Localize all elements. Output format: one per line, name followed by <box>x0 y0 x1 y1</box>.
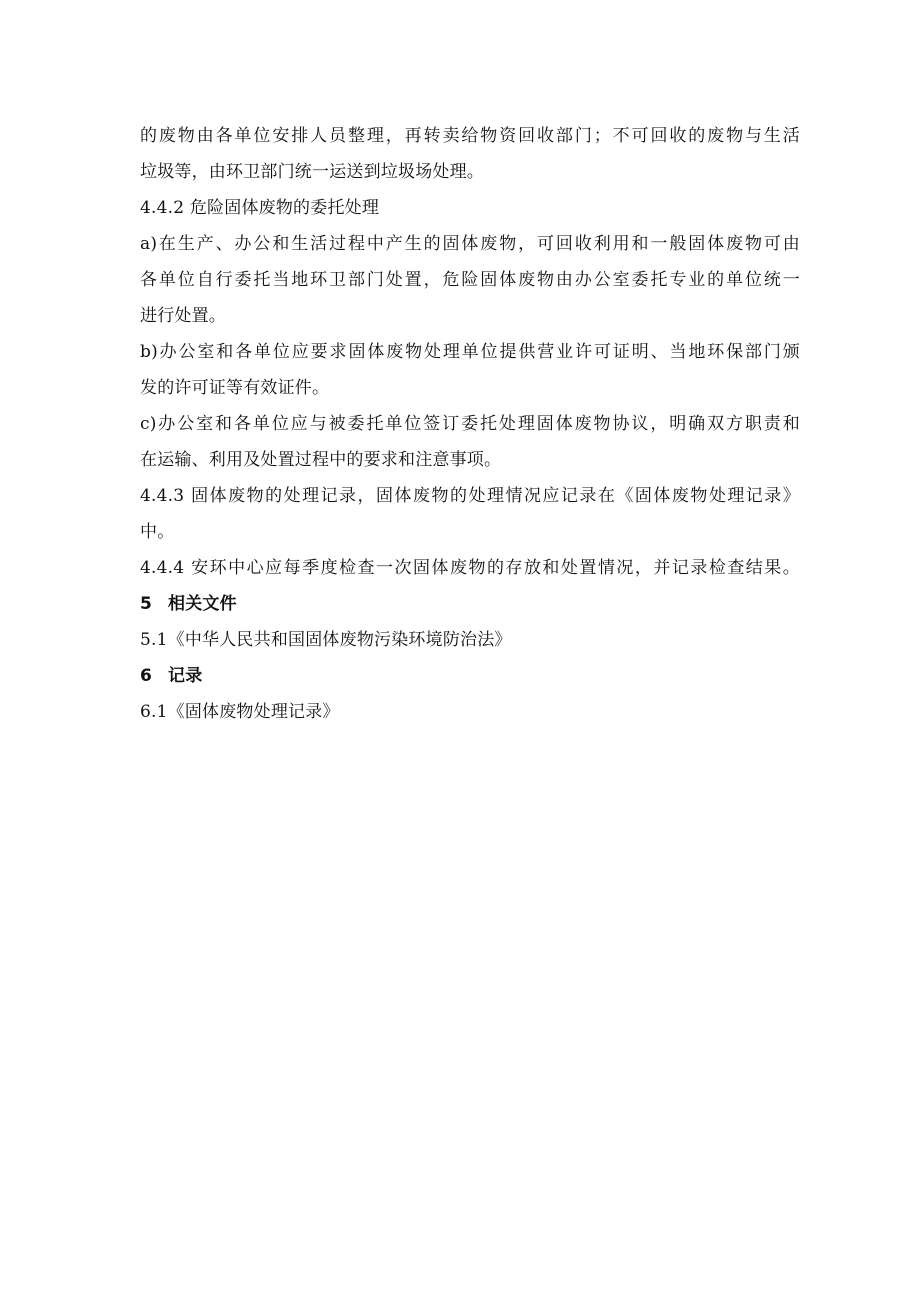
paragraph-line-a-3: 进行处置。 <box>140 306 226 326</box>
section-item-6-1: 6.1《固体废物处理记录》 <box>140 702 340 722</box>
paragraph-line-c-1: c)办公室和各单位应与被委托单位签订委托处理固体废物协议，明确双方职责和 <box>140 414 800 434</box>
paragraph-line-a-2: 各单位自行委托当地环卫部门处置，危险固体废物由办公室委托专业的单位统一 <box>140 270 800 290</box>
paragraph-line-b-2: 发的许可证等有效证件。 <box>140 378 330 398</box>
section-number-6: 6 <box>140 666 153 686</box>
paragraph-line-1: 的废物由各单位安排人员整理，再转卖给物资回收部门；不可回收的废物与生活 <box>140 126 800 146</box>
subsection-heading-4-4-2: 4.4.2 危险固体废物的委托处理 <box>140 198 380 218</box>
paragraph-line-4-4-3-2: 中。 <box>140 522 175 542</box>
paragraph-line-2: 垃圾等，由环卫部门统一运送到垃圾场处理。 <box>140 162 484 182</box>
section-title-5: 相关文件 <box>168 594 237 614</box>
paragraph-line-4-4-4: 4.4.4 安环中心应每季度检查一次固体废物的存放和处置情况，并记录检查结果。 <box>140 558 800 578</box>
document-page <box>140 118 800 730</box>
section-heading-6 <box>140 658 800 694</box>
section-number-5: 5 <box>140 594 153 614</box>
paragraph-line-c-2: 在运输、利用及处置过程中的要求和注意事项。 <box>140 450 502 470</box>
section-heading-5 <box>140 586 800 622</box>
paragraph-line-a-1: a)在生产、办公和生活过程中产生的固体废物，可回收利用和一般固体废物可由 <box>140 234 800 254</box>
paragraph-line-b-1: b)办公室和各单位应要求固体废物处理单位提供营业许可证明、当地环保部门颁 <box>140 342 800 362</box>
section-item-5-1: 5.1《中华人民共和国固体废物污染环境防治法》 <box>140 630 512 650</box>
section-title-6: 记录 <box>168 666 203 686</box>
paragraph-line-4-4-3-1: 4.4.3 固体废物的处理记录，固体废物的处理情况应记录在《固体废物处理记录》 <box>140 486 800 506</box>
